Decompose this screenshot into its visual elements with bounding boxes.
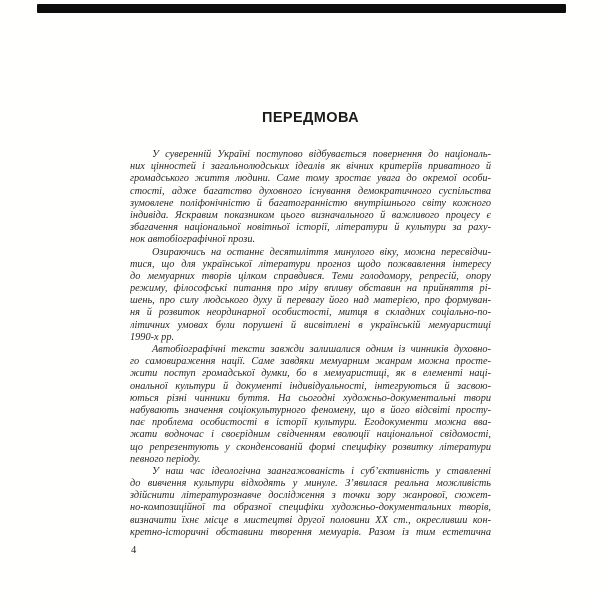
text-line: У наш час ідеологічна заангажованість і суб’єктивність у ставленні (152, 465, 491, 477)
text-line: жити поступ громадської думки, бо в мемуаристиці, як в елементі наці- (130, 368, 491, 380)
text-line: го самовираження нації. Саме завдяки мемуарним жанрам можна просте- (130, 356, 491, 368)
text-line: що репрезентують у сконденсованій формі специфіку розвитку літератури (130, 441, 491, 453)
text-line: визначити їхнє місце в мистецтві другої половини ХХ ст., окресливши кон- (130, 514, 491, 526)
text-line: шень, про силу людського духу й перевагу його над матерією, про формуван- (130, 295, 491, 307)
text-line: Озираючись на останнє десятиліття минулого віку, можна пересвідчи- (152, 246, 491, 258)
text-line: зумовлене поліфонічністю й багатогранністю внутрішнього світу кожного (130, 197, 491, 209)
text-line: збагачення національної новітньої історії, літератури й культури за раху- (130, 222, 491, 234)
text-line: громадського життя людини. Саме тому зростає увага до окремої особи- (130, 173, 491, 185)
scan-edge-artifact-bar (37, 4, 566, 13)
text-line: но-композиційної та образної специфіки художньо-документальних творів, (130, 502, 491, 514)
text-line: певного періоду. (130, 453, 201, 465)
text-line: тися, що для української літератури прогноз щодо пожвавлення інтересу (130, 258, 491, 270)
text-line: У суверенній Україні поступово відбувається повернення до національ- (152, 149, 491, 160)
text-line: до мемуарних творів цілком справдився. Теми голодомору, репресій, опору (130, 270, 491, 282)
text-line: нок автобіографічної прози. (130, 234, 256, 246)
body-text (130, 149, 491, 539)
text-line: 1990-х рр. (130, 331, 175, 343)
text-line: них цінностей і загальнолюдських ідеалів як вічних критеріїв приватного й (130, 161, 491, 173)
text-line: літичних умовах були порушені й висвітлені в українській мемуаристиці (130, 319, 491, 331)
text-line: набувають значення соціокультурного феномену, що в його відсвіті просту- (130, 404, 491, 416)
text-line: ональної культури й документі індивідуальності, інтегруються й засвою- (130, 380, 491, 392)
text-line: стості, адже багатство духовного існування демократичного суспільства (130, 185, 491, 197)
text-line: кретно-історичні обставини творення мемуарів. Разом із тим естетична (130, 526, 491, 538)
text-line: пає проблема особистості в історії культури. Егодокументи можна вва- (130, 417, 491, 429)
page-number: 4 (131, 545, 137, 556)
text-line: ня й розвиток неординарної особистості, митця в складних соціально-по- (130, 307, 491, 319)
text-line: до вивчення культури відходять у минуле. З’явилася реальна можливість (130, 478, 491, 490)
text-line: здійснити літературознавче дослідження з точки зору жанрової, сюжет- (130, 490, 491, 502)
text-line: індивіда. Яскравим показником цього визначального й важливого процесу є (130, 209, 491, 221)
text-line: Автобіографічні тексти завжди залишалися одним із чинників духовно- (152, 344, 491, 355)
text-line: режиму, філософські питання про міру впливу обставин на прийняття рі- (130, 283, 491, 295)
text-line: ються різні чинники буття. На сьогодні художньо-документальні твори (130, 392, 491, 404)
chapter-title: ПЕРЕДМОВА (262, 110, 359, 126)
text-line: жати водночас і своєрідним свідченням еволюції національної свідомості, (130, 429, 491, 441)
